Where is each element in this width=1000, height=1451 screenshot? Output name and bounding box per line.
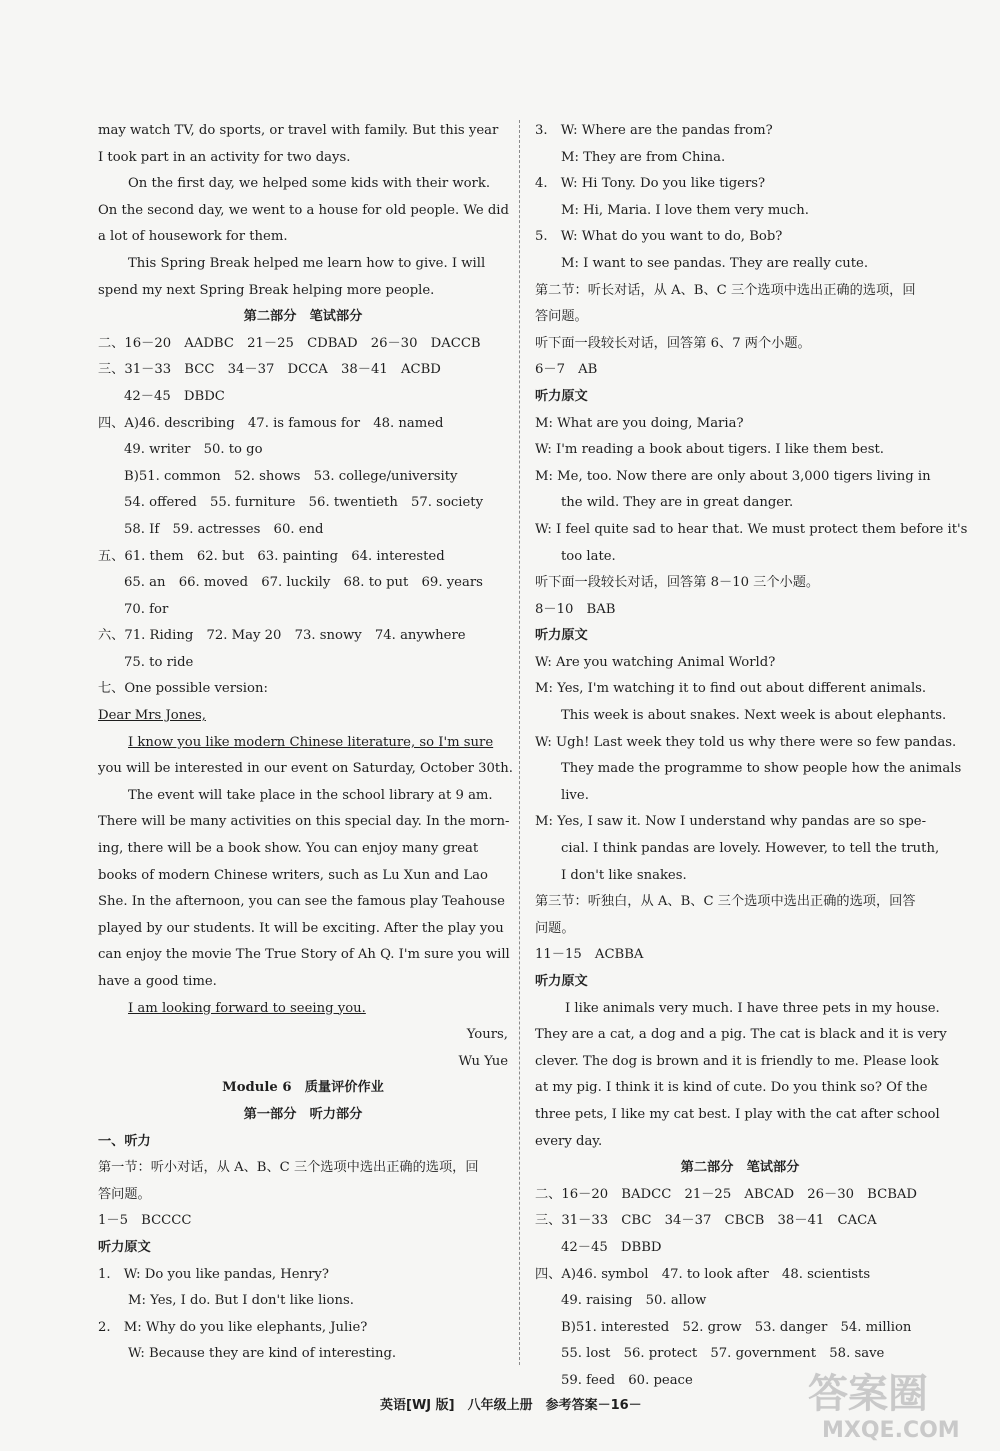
- text-line: I am looking forward to seeing you.: [128, 1000, 366, 1016]
- text-line: W: I feel quite sad to hear that. We must protect them before it's: [535, 521, 968, 537]
- text-line: W: Ugh! Last week they told us why there were so few pandas.: [535, 734, 957, 750]
- text-line: I like animals very much. I have three pets in my house.: [565, 1000, 940, 1016]
- text-line: played by our students. It will be exciting. After the play you: [98, 920, 504, 936]
- text-line: M: They are from China.: [561, 149, 726, 165]
- text-line: 58. If 59. actresses 60. end: [124, 521, 324, 537]
- text-line: 49. writer 50. to go: [124, 442, 263, 458]
- text-line: the wild. They are in great danger.: [561, 495, 794, 511]
- text-line: 听下面一段较长对话，回答第 6、7 两个小题。: [535, 335, 811, 351]
- text-line: B)51. interested 52. grow 53. danger 54. million: [561, 1319, 912, 1335]
- text-line: 55. lost 56. protect 57. government 58. save: [561, 1346, 885, 1362]
- text-line: I took part in an activity for two days.: [98, 149, 351, 165]
- text-line: They are a cat, a dog and a pig. The cat is black and it is very: [535, 1027, 947, 1043]
- text-line: live.: [561, 787, 589, 803]
- text-line: M: I want to see pandas. They are really cute.: [561, 255, 869, 271]
- text-line: W: Are you watching Animal World?: [535, 654, 776, 670]
- text-line: I know you like modern Chinese literature, so I'm sure: [128, 734, 494, 750]
- text-line: Yours,: [466, 1027, 508, 1043]
- text-line: M: Hi, Maria. I love them very much.: [561, 202, 809, 218]
- watermark-logo: [800, 1355, 970, 1445]
- text-line: three pets, I like my cat best. I play with the cat after school: [535, 1106, 940, 1122]
- text-line: 42－45 DBDC: [124, 388, 225, 404]
- text-line: 七、One possible version:: [98, 681, 268, 697]
- text-line: W: Because they are kind of interesting.: [128, 1346, 397, 1362]
- text-line: 听力原文: [535, 388, 588, 404]
- text-line: have a good time.: [98, 974, 217, 989]
- text-line: you will be interested in our event on Saturday, October 30th.: [98, 761, 513, 777]
- text-line: 第一节：听小对话，从 A、B、C 三个选项中选出正确的选项，回: [98, 1160, 479, 1176]
- text-line: spend my next Spring Break helping more people.: [98, 282, 435, 298]
- text-line: 3. W: Where are the pandas from?: [535, 123, 773, 138]
- text-line: 六、71. Riding 72. May 20 73. snowy 74. anywhere: [98, 628, 466, 644]
- text-line: M: What are you doing, Maria?: [535, 415, 744, 431]
- text-line: 11－15 ACBBA: [535, 947, 644, 963]
- text-line: 听力原文: [98, 1239, 151, 1255]
- text-line: clever. The dog is brown and it is friendly to me. Please look: [535, 1053, 939, 1069]
- text-line: at my pig. I think it is kind of cute. Do you think so? Of the: [535, 1080, 928, 1096]
- text-line: 75. to ride: [124, 654, 194, 670]
- text-line: 70. for: [124, 601, 169, 617]
- text-line: too late.: [561, 548, 616, 564]
- page-footer: 英语[WJ 版] 八年级上册 参考答案－16－: [380, 1398, 642, 1413]
- right-column: [535, 118, 968, 1395]
- text-line: 四、A)46. symbol 47. to look after 48. scientists: [535, 1266, 871, 1282]
- text-line: 四、A)46. describing 47. is famous for 48. named: [98, 415, 444, 431]
- text-line: 8－10 BAB: [535, 601, 616, 617]
- text-line: 第三节：听独白，从 A、B、C 三个选项中选出正确的选项，回答: [535, 894, 916, 910]
- text-line: Dear Mrs Jones,: [98, 708, 206, 724]
- text-line: She. In the afternoon, you can see the famous play Teahouse: [98, 894, 505, 910]
- text-line: 二、16－20 AADBC 21－25 CDBAD 26－30 DACCB: [98, 335, 481, 351]
- text-line: ing, there will be a book show. You can enjoy many great: [98, 841, 479, 857]
- text-line: The event will take place in the school library at 9 am.: [128, 787, 493, 803]
- text-line: Module 6 质量评价作业: [222, 1080, 384, 1096]
- text-line: 二、16－20 BADCC 21－25 ABCAD 26－30 BCBAD: [535, 1186, 917, 1202]
- text-line: M: Me, too. Now there are only about 3,000 tigers living in: [535, 468, 931, 484]
- text-line: 2. M: Why do you like elephants, Julie?: [98, 1319, 368, 1335]
- text-line: This Spring Break helped me learn how to give. I will: [128, 255, 486, 271]
- text-line: every day.: [535, 1133, 603, 1149]
- text-line: a lot of housework for them.: [98, 229, 288, 245]
- text-line: This week is about snakes. Next week is about elephants.: [561, 708, 947, 724]
- text-line: W: I'm reading a book about tigers. I like them best.: [535, 442, 884, 458]
- text-line: On the second day, we went to a house for old people. We did: [98, 202, 509, 218]
- text-line: 第二部分 笔试部分: [680, 1160, 800, 1176]
- text-line: 问题。: [535, 920, 575, 936]
- text-line: can enjoy the movie The True Story of Ah Q. I'm sure you will: [98, 947, 510, 963]
- text-line: M: Yes, I'm watching it to find out about different animals.: [535, 681, 927, 697]
- text-line: M: Yes, I do. But I don't like lions.: [128, 1293, 354, 1309]
- text-line: 1. W: Do you like pandas, Henry?: [98, 1266, 329, 1282]
- text-line: 54. offered 55. furniture 56. twentieth 57. society: [124, 495, 484, 511]
- text-line: 听力原文: [535, 628, 588, 644]
- text-line: 听下面一段较长对话，回答第 8－10 三个小题。: [535, 575, 820, 591]
- text-line: cial. I think pandas are lovely. However, to tell the truth,: [561, 841, 940, 857]
- text-line: 五、61. them 62. but 63. painting 64. interested: [98, 548, 445, 564]
- watermark-sub-text: MXQE.COM: [822, 1418, 960, 1443]
- text-line: books of modern Chinese writers, such as Lu Xun and Lao: [98, 867, 488, 883]
- text-line: 1－5 BCCCC: [98, 1213, 192, 1229]
- text-line: They made the programme to show people how the animals: [561, 761, 962, 777]
- text-line: 5. W: What do you want to do, Bob?: [535, 229, 783, 245]
- text-line: 6－7 AB: [535, 362, 598, 378]
- watermark-main-text: 答案圈: [808, 1371, 928, 1417]
- text-line: M: Yes, I saw it. Now I understand why pandas are so spe-: [535, 814, 927, 830]
- text-line: 听力原文: [535, 974, 588, 989]
- text-line: 第一部分 听力部分: [243, 1106, 363, 1122]
- text-line: 第二部分 笔试部分: [243, 309, 363, 325]
- text-line: I don't like snakes.: [561, 867, 687, 883]
- text-line: 65. an 66. moved 67. luckily 68. to put 69. years: [124, 575, 483, 591]
- text-line: 三、31－33 BCC 34－37 DCCA 38－41 ACBD: [98, 362, 441, 378]
- text-line: On the first day, we helped some kids with their work.: [128, 176, 491, 192]
- text-line: Wu Yue: [458, 1053, 508, 1069]
- text-line: There will be many activities on this special day. In the morn-: [98, 814, 510, 830]
- text-line: 三、31－33 CBC 34－37 CBCB 38－41 CACA: [535, 1213, 877, 1229]
- text-line: 4. W: Hi Tony. Do you like tigers?: [535, 176, 766, 192]
- text-line: B)51. common 52. shows 53. college/university: [124, 468, 458, 484]
- text-line: 一、听力: [98, 1133, 151, 1149]
- text-line: 答问题。: [535, 309, 588, 325]
- text-line: 49. raising 50. allow: [561, 1293, 707, 1309]
- text-line: 第二节：听长对话，从 A、B、C 三个选项中选出正确的选项，回: [535, 282, 916, 298]
- text-line: 59. feed 60. peace: [561, 1372, 693, 1388]
- text-line: 答问题。: [98, 1186, 151, 1202]
- left-column: [98, 118, 513, 1368]
- text-line: may watch TV, do sports, or travel with family. But this year: [98, 123, 499, 138]
- column-divider: [519, 120, 520, 1365]
- text-line: 42－45 DBBD: [561, 1239, 662, 1255]
